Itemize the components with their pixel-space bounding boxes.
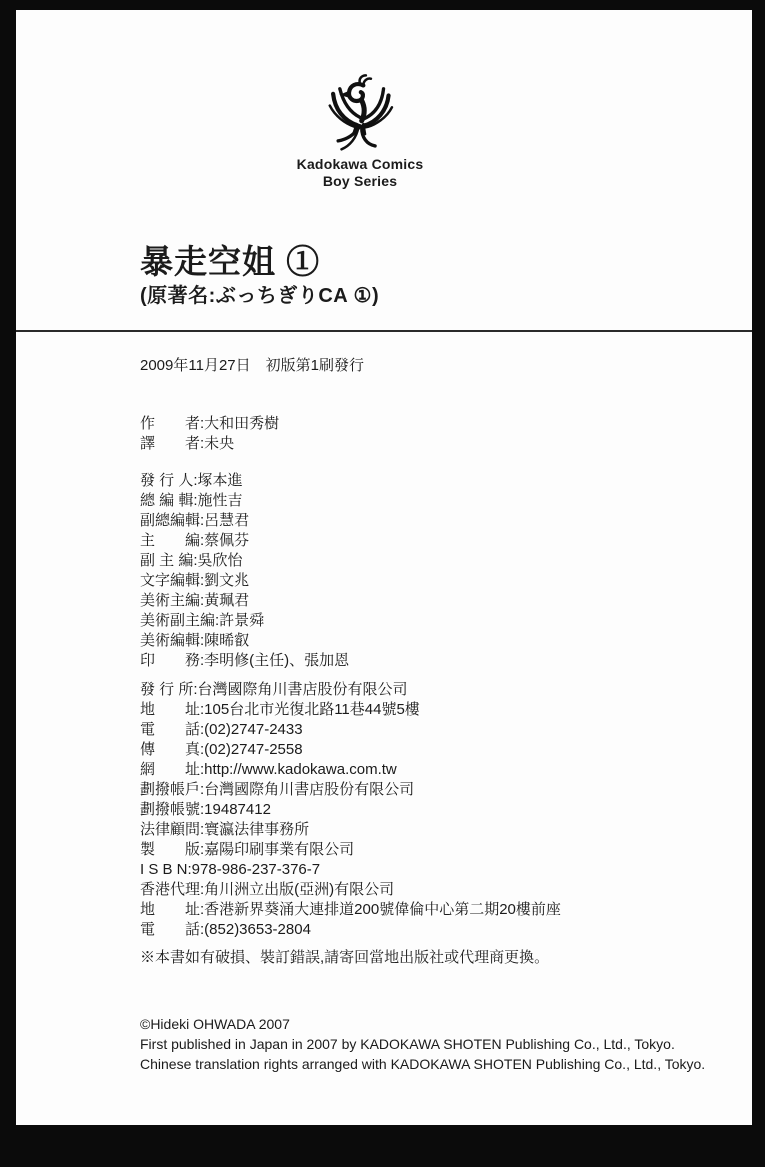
publisher-info-line: 發 行 所:台灣國際角川書店股份有限公司 — [140, 681, 408, 698]
staff-credit-line: 發 行 人:塚本進 — [140, 472, 243, 489]
damaged-copy-notice: ※本書如有破損、裝訂錯誤,請寄回當地出版社或代理商更換。 — [140, 949, 550, 966]
hk-agent-line: 地 址:香港新界葵涌大連排道200號偉倫中心第二期20樓前座 — [140, 901, 561, 918]
kadokawa-phoenix-logo — [0, 72, 728, 156]
title-block — [140, 244, 752, 308]
hk-agent-line: 電 話:(852)3653-2804 — [140, 921, 311, 938]
staff-credit-line: 印 務:李明修(主任)、張加恩 — [140, 652, 350, 669]
edition-date: 2009年11月27日 初版第1刷發行 — [140, 357, 364, 374]
author-block — [140, 414, 752, 454]
copyright-block — [140, 1014, 752, 1074]
publisher-block — [140, 680, 752, 880]
copyright-line: First published in Japan in 2007 by KADOKAWA SHOTEN Publishing Co., Ltd., Tokyo. — [140, 1036, 675, 1052]
isbn-line: I S B N:978-986-237-376-7 — [140, 861, 321, 878]
staff-credit-line: 主 編:蔡佩芬 — [140, 532, 250, 549]
publisher-brand — [0, 72, 728, 190]
publisher-info-line: 地 址:105台北市光復北路11巷44號5樓 — [140, 701, 420, 718]
original-title: (原著名:ぶっちぎりCA ①) — [140, 285, 380, 307]
copyright-line: ©Hideki OHWADA 2007 — [140, 1016, 290, 1032]
brand-series-sub: Boy Series — [322, 173, 398, 189]
author-credit-line: 作 者:大和田秀樹 — [140, 415, 280, 432]
publisher-info-line: 製 版:嘉陽印刷事業有限公司 — [140, 841, 355, 858]
staff-credit-line: 副總編輯:呂慧君 — [140, 512, 250, 529]
publisher-info-line: 劃撥帳號:19487412 — [140, 801, 271, 818]
book-title: 暴走空姐 ① — [140, 243, 321, 280]
hk-agent-line: 香港代理:角川洲立出版(亞洲)有限公司 — [140, 881, 395, 898]
staff-credit-line: 美術副主編:許景舜 — [140, 612, 265, 629]
hongkong-agent-block — [140, 880, 752, 940]
publisher-info-line: 劃撥帳戶:台灣國際角川書店股份有限公司 — [140, 781, 415, 798]
staff-credit-line: 美術主編:黃珮君 — [140, 592, 250, 609]
divider-rule — [16, 330, 752, 332]
staff-credit-line: 美術編輯:陳晞叡 — [140, 632, 250, 649]
staff-block — [140, 471, 752, 671]
publisher-info-line: 傳 真:(02)2747-2558 — [140, 741, 303, 758]
staff-credit-line: 總 編 輯:施性吉 — [140, 492, 243, 509]
staff-credit-line: 文字編輯:劉文兆 — [140, 572, 250, 589]
staff-credit-line: 副 主 編:吳欣怡 — [140, 552, 243, 569]
brand-series-name: Kadokawa Comics — [296, 156, 424, 172]
publisher-info-line: 電 話:(02)2747-2433 — [140, 721, 303, 738]
publisher-info-line: 法律顧問:寰瀛法律事務所 — [140, 821, 310, 838]
copyright-line: Chinese translation rights arranged with KADOKAWA SHOTEN Publishing Co., Ltd., Tokyo. — [140, 1056, 706, 1072]
translator-credit-line: 譯 者:未央 — [140, 435, 235, 452]
publisher-website-line: 網 址:http://www.kadokawa.com.tw — [140, 761, 397, 778]
